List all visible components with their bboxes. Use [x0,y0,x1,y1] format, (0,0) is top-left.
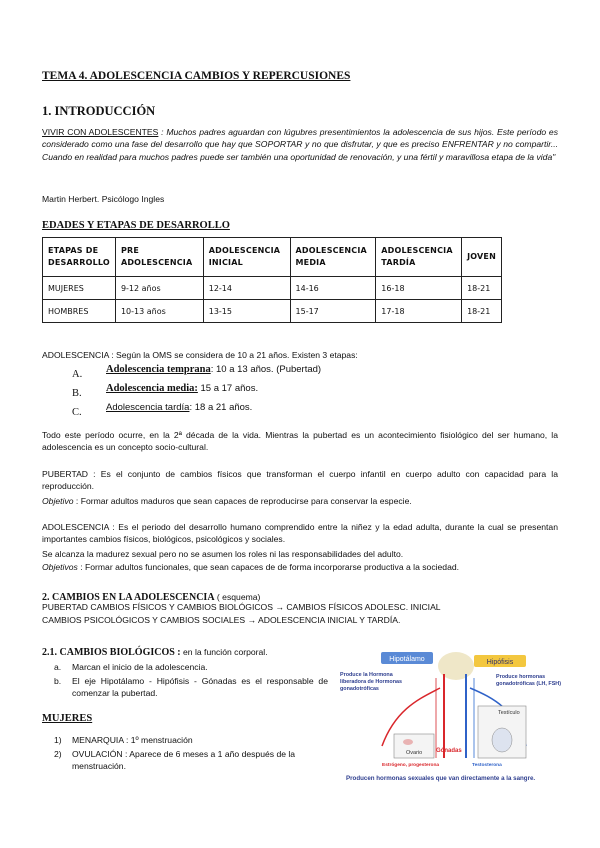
diagram-caption: Producen hormonas sexuales que van directamente a la sangre. [346,775,536,782]
mujeres-heading: MUJERES [42,713,93,724]
mujeres-item: MENARQUIA : 1º menstruación [72,735,193,745]
biologicos-heading-line [42,642,268,660]
table-cell: 12-14 [203,277,290,300]
table-row [43,277,502,300]
etapa-item [72,364,82,382]
biologicos-item: Marcan el inicio de la adolescencia. [72,662,208,672]
pubertad-definition: PUBERTAD : Es el conjunto de cambios físicos que transforman el cuerpo infantil en cuerpo adulto con capacidad para la reproducción. [42,469,558,492]
table-cell: HOMBRES [43,300,116,323]
document-title: TEMA 4. ADOLESCENCIA CAMBIOS Y REPERCUSIONES [42,70,351,82]
table-cell: 9-12 años [115,277,203,300]
table-header-cell: ADOLESCENCIA INICIAL [203,238,290,277]
testiculo-shape [492,728,512,752]
mujeres-num: 1) [54,735,62,745]
edades-table [42,237,502,323]
right-note-2: gonadotróficas (LH, FSH) [496,681,561,687]
hipotalamo-label: Hipotálamo [389,656,425,663]
left-note-3: gonadotróficas [340,686,379,692]
etapa-rest: 15 a 17 años. [197,383,259,394]
hipofisis-label: Hipófisis [486,659,514,666]
etapa-name: Adolescencia temprana [106,364,211,375]
adolescencia-definition: ADOLESCENCIA : Es el periodo del desarrollo humano comprendido entre la niñez y la edad adulta, durante la cual se presentan importantes cambios físicos, biológicos, psicológicos y sociales. [42,522,558,545]
etapa-text [106,364,321,375]
right-note-1: Produce hormonas [496,674,546,680]
edades-heading: EDADES Y ETAPAS DE DESARROLLO [42,220,230,231]
hormonal-axis-diagram [336,648,582,784]
table-cell: 13-15 [203,300,290,323]
adolescencia-madurez: Se alcanza la madurez sexual pero no se asumen los roles ni las responsabilidades del adulto. [42,549,404,559]
testosterona-label: Testosterona [472,763,502,768]
biologicos-note: en la función corporal. [180,647,268,657]
table-row [43,300,502,323]
cambios-line-2: CAMBIOS PSICOLÓGICOS Y CAMBIOS SOCIALES → ADOLESCENCIA INICIAL Y TARDÍA. [42,615,401,625]
cambios-heading-note: ( esquema) [214,592,261,602]
biologicos-item: El eje Hipotálamo - Hipófisis - Gónadas es el responsable de comenzar la pubertad. [72,676,328,699]
table-header-cell: JOVEN [462,238,502,277]
table-cell: 15-17 [290,300,376,323]
biologicos-letter: a. [54,662,62,672]
adolescencia-objectives-label: Objetivos [42,562,78,572]
etapa-text [106,402,252,413]
mujeres-num: 2) [54,749,62,759]
intro-quote: : Muchos padres aguardan con lúgubres presentimientos la adolescencia de sus hijos. Este período es considerado como una fase del desarrollo que hay que SOPORTAR y no que disfrutar, y que es preciso ENFRENTAR y no compartir... Cuando en realidad para muchos padres puede ser también una oportunidad de renovación, y una fértil y maravillosa etapa de la vida" [42,127,558,162]
etapa-text [106,383,258,394]
intro-lead: VIVIR CON ADOLESCENTES [42,127,159,137]
cambios-line-1: PUBERTAD CAMBIOS FÍSICOS Y CAMBIOS BIOLÓGICOS → CAMBIOS FÍSICOS ADOLESC. INICIAL [42,602,441,612]
pubertad-objective-label: Objetivo [42,496,74,506]
left-note-1: Produce la Hormona [340,672,393,678]
table-header-row [43,238,502,277]
intro-author: Martin Herbert. Psicólogo Ingles [42,194,165,204]
gonadas-label: Gónadas [436,748,462,754]
table-cell: 16-18 [376,277,462,300]
ovario-label: Ovario [406,750,423,756]
table-cell: MUJERES [43,277,116,300]
etapa-letter: C. [72,407,82,418]
etapa-rest: : 18 a 21 años. [189,402,253,413]
testiculo-label: Testículo [498,710,520,716]
etapa-name: Adolescencia tardía [106,402,190,413]
etapa-item [72,383,82,401]
table-cell: 18-21 [462,277,502,300]
pubertad-objective [42,495,558,507]
estrogenos-label: Estrógeno, progesterona [382,763,440,768]
intro-paragraph [42,126,558,163]
table-header-cell: ADOLESCENCIA MEDIA [290,238,376,277]
table-header-cell: ETAPAS DE DESARROLLO [43,238,116,277]
biologicos-heading: 2.1. CAMBIOS BIOLÓGICOS : [42,647,181,658]
adolescencia-objectives-text: : Formar adultos funcionales, que sean capaces de de forma incorporarse productiva a la sociedad. [77,562,460,572]
etapa-item [72,402,82,420]
table-cell: 17-18 [376,300,462,323]
etapa-rest: : 10 a 13 años. (Pubertad) [210,364,322,375]
cambios-heading: 2. CAMBIOS EN LA ADOLESCENCIA [42,592,215,603]
oms-definition: ADOLESCENCIA : Según la OMS se considera de 10 a 21 años. Existen 3 etapas: [42,350,358,360]
pubertad-objective-text: : Formar adultos maduros que sean capaces de reproducirse para conservar la especie. [73,496,412,506]
periodo-paragraph: Todo este período ocurre, en la 2ª década de la vida. Mientras la pubertad es un acontecimiento fisiológico del ser humano, la adolescencia es un concepto socio-cultural. [42,430,558,453]
table-cell: 18-21 [462,300,502,323]
ovario-shape [403,739,413,745]
table-cell: 14-16 [290,277,376,300]
left-note-2: liberadora de Hormonas [340,679,403,685]
etapa-letter: B. [72,388,82,399]
etapa-letter: A. [72,369,83,380]
table-header-cell: PRE ADOLESCENCIA [115,238,203,277]
mujeres-item: OVULACIÓN : Aparece de 6 meses a 1 año después de la menstruación. [72,749,296,772]
table-cell: 10-13 años [115,300,203,323]
etapa-name: Adolescencia media: [106,383,198,394]
biologicos-letter: b. [54,676,62,686]
intro-heading: 1. INTRODUCCIÓN [42,104,156,118]
adolescencia-objectives [42,561,558,573]
table-header-cell: ADOLESCENCIA TARDÍA [376,238,462,277]
